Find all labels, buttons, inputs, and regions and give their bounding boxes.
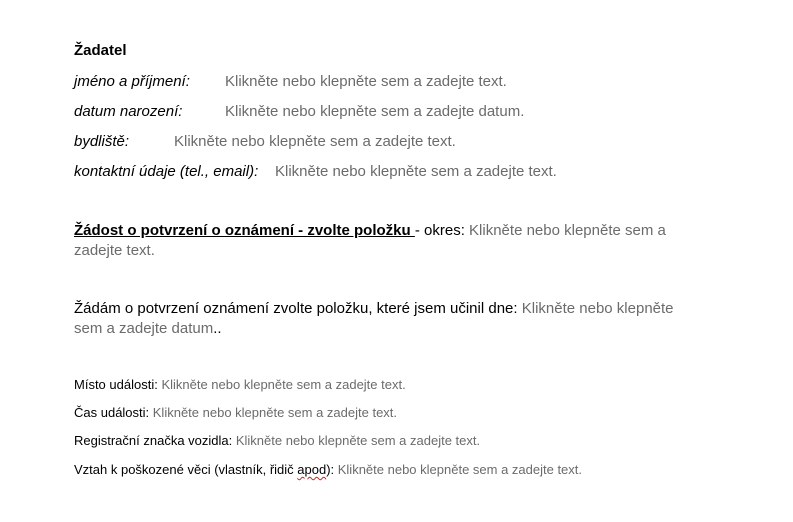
request-district-field-part2[interactable]: zadejte text. xyxy=(74,242,155,259)
applicant-heading: Žadatel xyxy=(74,42,127,59)
residence-label: bydliště: xyxy=(74,133,130,150)
vehicle-plate-label: Registrační značka vozidla: xyxy=(74,433,236,448)
vehicle-plate-row xyxy=(74,433,480,448)
incident-time-label: Čas události: xyxy=(74,405,153,420)
birthdate-label: datum narození: xyxy=(74,103,183,120)
incident-place-label: Místo události: xyxy=(74,377,162,392)
contact-field[interactable]: Klikněte nebo klepněte sem a zadejte text. xyxy=(275,163,557,180)
relation-label-end: ): xyxy=(326,462,338,477)
statement-date-field-part1[interactable]: Klikněte nebo klepněte xyxy=(521,300,674,317)
request-district-label: - okres: xyxy=(414,222,470,239)
birthdate-field[interactable]: Klikněte nebo klepněte sem a zadejte datum. xyxy=(225,103,525,120)
residence-field[interactable]: Klikněte nebo klepněte sem a zadejte text. xyxy=(174,133,456,150)
statement-text: Žádám o potvrzení oznámení zvolte položku, které jsem učinil dne: xyxy=(74,300,522,317)
incident-time-row xyxy=(74,405,397,420)
incident-place-field[interactable]: Klikněte nebo klepněte sem a zadejte text. xyxy=(161,377,406,392)
statement-paragraph xyxy=(74,299,714,339)
request-paragraph xyxy=(74,221,714,261)
request-type-dropdown[interactable]: Žádost o potvrzení o oznámení - zvolte položku xyxy=(74,222,415,239)
name-field[interactable]: Klikněte nebo klepněte sem a zadejte text. xyxy=(225,73,507,90)
relation-field[interactable]: Klikněte nebo klepněte sem a zadejte text. xyxy=(337,462,583,477)
incident-place-row xyxy=(74,377,406,392)
relation-label-start: Vztah k poškozené věci (vlastník, řidič xyxy=(74,462,298,477)
vehicle-plate-field[interactable]: Klikněte nebo klepněte sem a zadejte text. xyxy=(235,433,481,448)
statement-trailing: .. xyxy=(213,320,222,337)
incident-time-field[interactable]: Klikněte nebo klepněte sem a zadejte text. xyxy=(152,405,398,420)
relation-label-misspelled: apod xyxy=(297,462,327,477)
name-label: jméno a příjmení: xyxy=(74,73,190,90)
relation-row xyxy=(74,462,582,477)
statement-date-field-part2[interactable]: sem a zadejte datum xyxy=(74,320,214,337)
request-district-field-part1[interactable]: Klikněte nebo klepněte sem a xyxy=(469,222,666,239)
contact-label: kontaktní údaje (tel., email): xyxy=(74,163,259,180)
